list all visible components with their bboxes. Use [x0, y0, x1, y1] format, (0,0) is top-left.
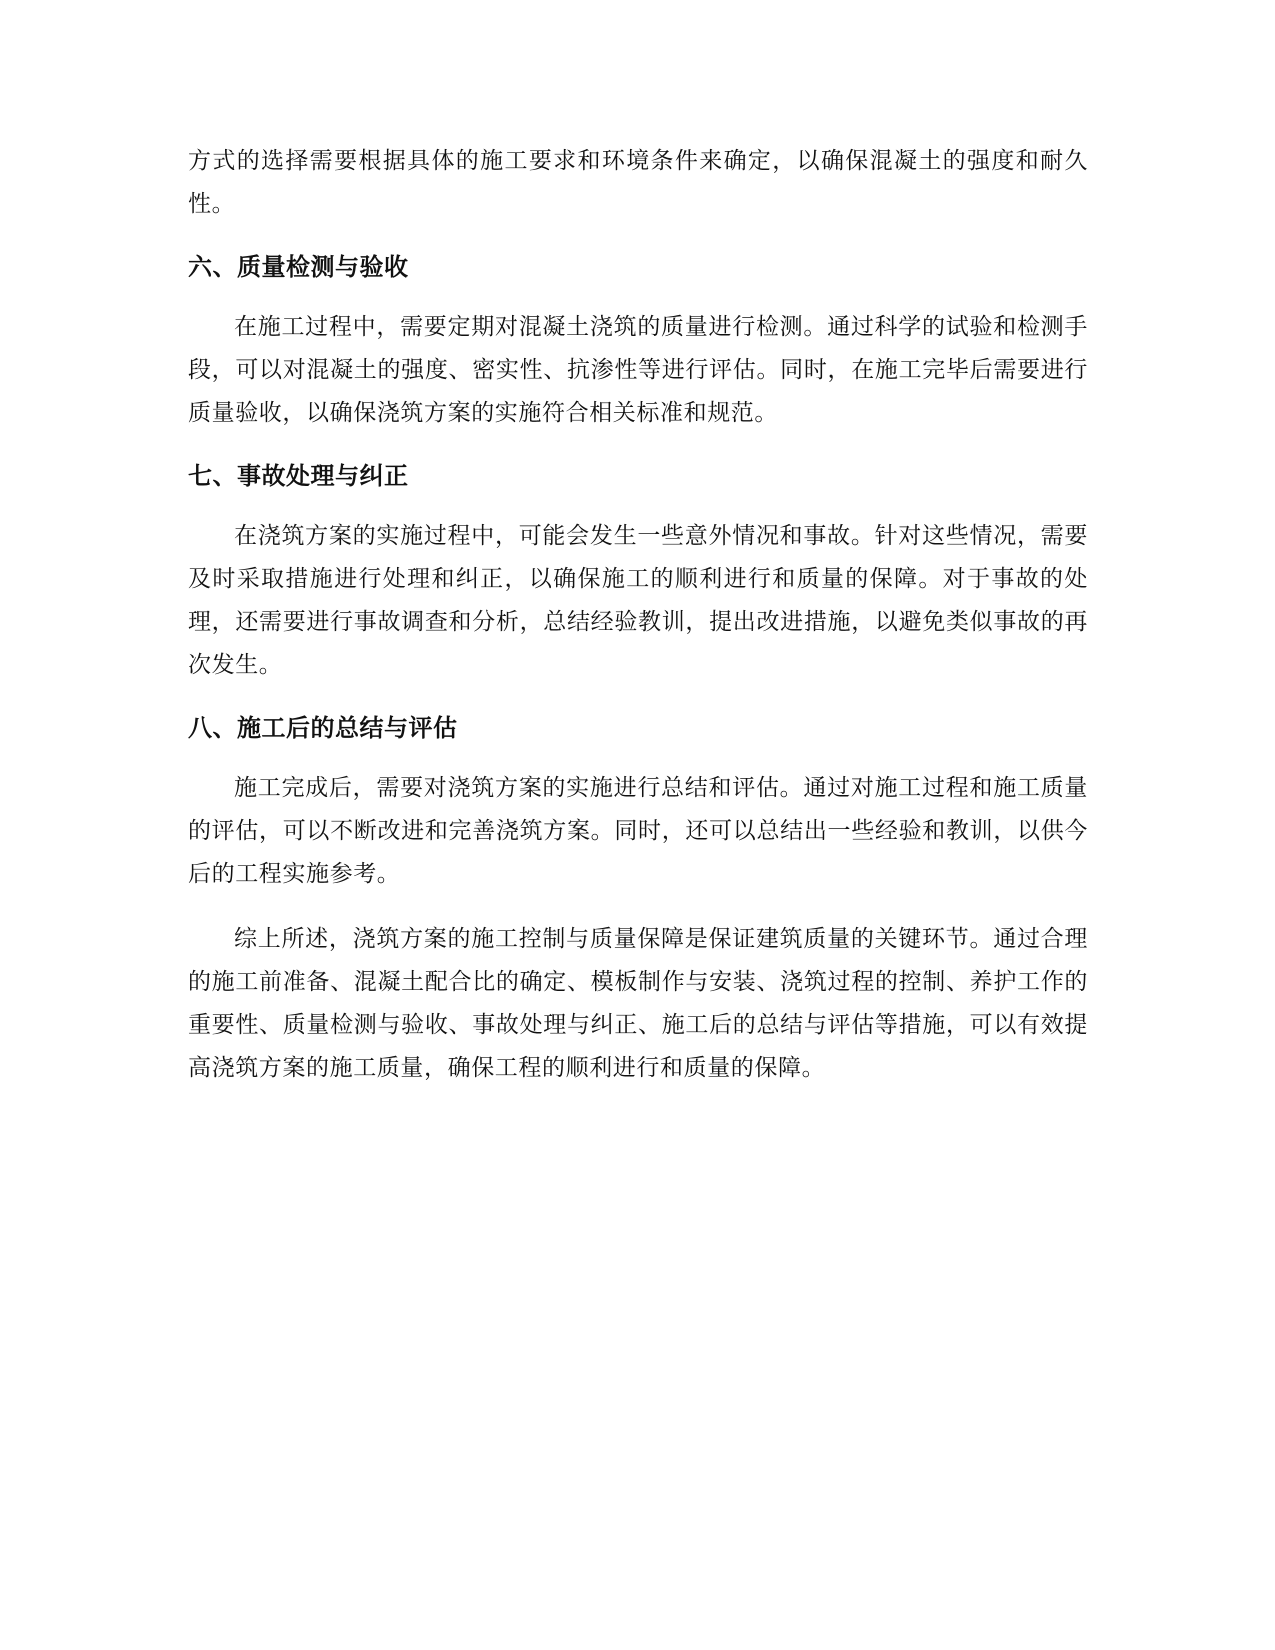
document-page — [188, 140, 1088, 1090]
conclusion-paragraph: 综上所述，浇筑方案的施工控制与质量保障是保证建筑质量的关键环节。通过合理的施工前准备、混凝土配合比的确定、模板制作与安装、浇筑过程的控制、养护工作的重要性、质量检测与验收、事故处理与纠正、施工后的总结与评估等措施，可以有效提高浇筑方案的施工质量，确保工程的顺利进行和质量的保障。 — [188, 926, 1088, 1081]
section-7-heading: 七、事故处理与纠正 — [188, 462, 409, 490]
section-7-paragraph: 在浇筑方案的实施过程中，可能会发生一些意外情况和事故。针对这些情况，需要及时采取措施进行处理和纠正，以确保施工的顺利进行和质量的保障。对于事故的处理，还需要进行事故调查和分析，总结经验教训，提出改进措施，以避免类似事故的再次发生。 — [188, 523, 1088, 678]
section-6-heading: 六、质量检测与验收 — [188, 253, 409, 281]
section-6-paragraph: 在施工过程中，需要定期对混凝土浇筑的质量进行检测。通过科学的试验和检测手段，可以对混凝土的强度、密实性、抗渗性等进行评估。同时，在施工完毕后需要进行质量验收，以确保浇筑方案的实施符合相关标准和规范。 — [188, 314, 1088, 426]
section-8-paragraph: 施工完成后，需要对浇筑方案的实施进行总结和评估。通过对施工过程和施工质量的评估，可以不断改进和完善浇筑方案。同时，还可以总结出一些经验和教训，以供今后的工程实施参考。 — [188, 775, 1088, 887]
section-8-heading: 八、施工后的总结与评估 — [188, 714, 458, 742]
intro-continuation-paragraph: 方式的选择需要根据具体的施工要求和环境条件来确定，以确保混凝土的强度和耐久性。 — [188, 148, 1088, 217]
